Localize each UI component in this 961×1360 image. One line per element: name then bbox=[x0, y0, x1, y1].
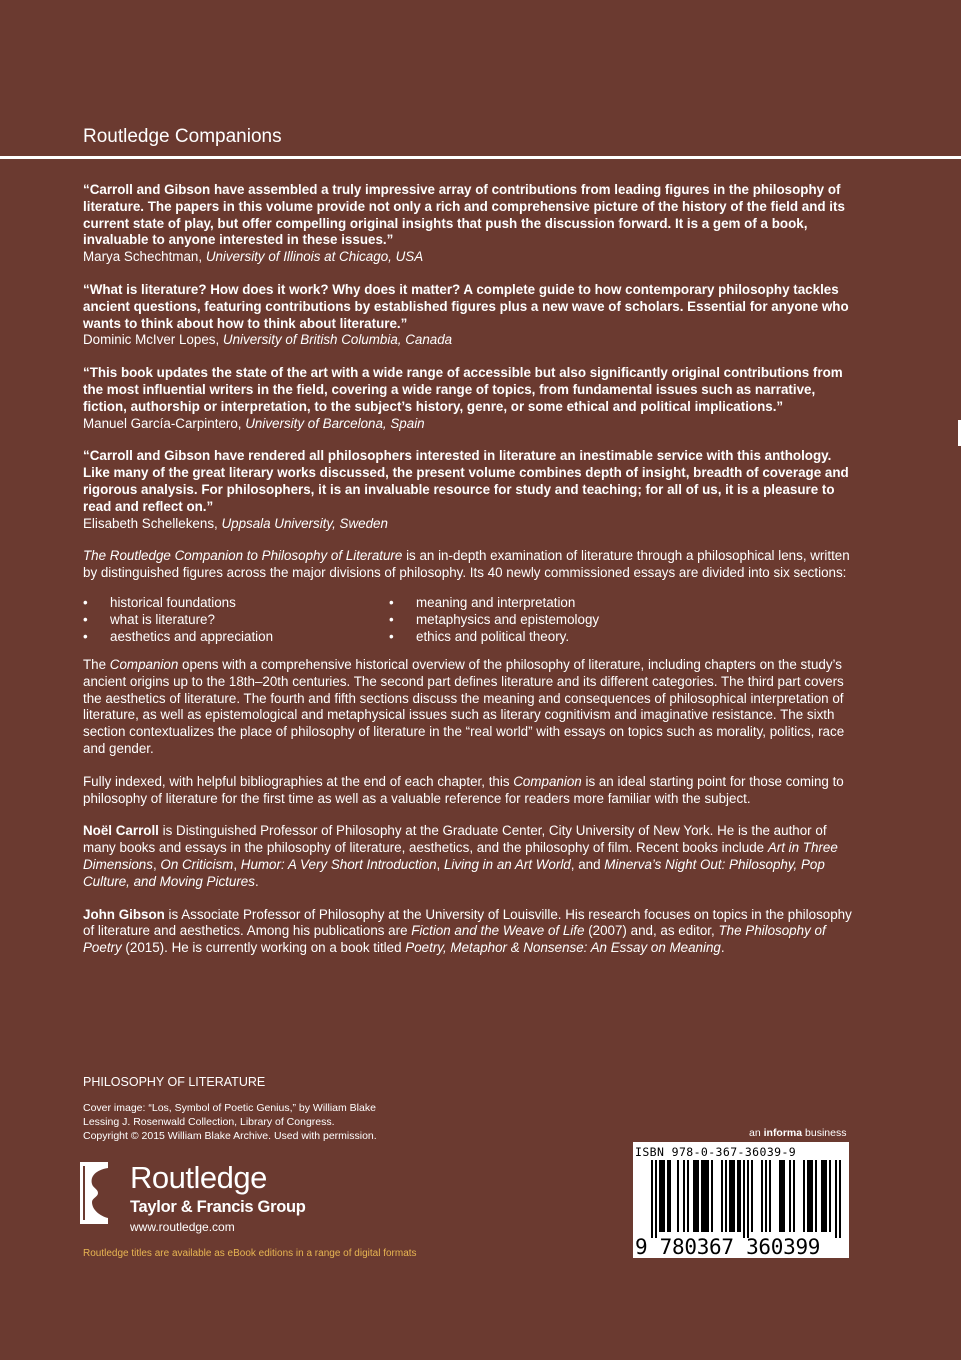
indexed-lead: Fully indexed, with helpful bibliographies at the end of each chapter, this bbox=[83, 773, 514, 789]
book-title: Poetry, Metaphor & Nonsense: An Essay on Meaning bbox=[405, 940, 721, 956]
barcode-bar bbox=[793, 1160, 795, 1232]
isbn-barcode bbox=[633, 1142, 849, 1258]
separator: . bbox=[254, 873, 259, 889]
ebook-note: Routledge titles are available as eBook editions in a range of digital formats bbox=[83, 1248, 417, 1259]
barcode-bar bbox=[687, 1160, 689, 1232]
endorsement bbox=[83, 182, 853, 266]
barcode-bar bbox=[669, 1160, 671, 1232]
publisher-logo bbox=[80, 1162, 306, 1234]
separator: , bbox=[436, 856, 444, 872]
barcode-bar bbox=[761, 1160, 763, 1232]
barcode-bar bbox=[651, 1160, 653, 1238]
overview-lead: The bbox=[83, 656, 110, 672]
barcode-bar bbox=[667, 1160, 669, 1232]
endorsement-attribution bbox=[83, 416, 853, 433]
barcode-bar bbox=[737, 1160, 739, 1232]
barcode-bar bbox=[659, 1160, 661, 1232]
barcode-bar bbox=[743, 1160, 745, 1238]
endorsement-quote: “Carroll and Gibson have assembled a truly impressive array of contributions from leading figures in the philosophy of literature. The papers in this volume provide not only a rich and comprehensive picture of the history of the field and its current state of play, but offer compelling original insights that push the discussion forward. It is a gem of a book, invaluable to anyone interested in these issues.” bbox=[83, 182, 845, 248]
barcode-bar bbox=[815, 1160, 817, 1232]
endorsement-attribution bbox=[83, 249, 853, 266]
barcode-bar bbox=[739, 1160, 741, 1232]
publisher-wordmark bbox=[130, 1162, 306, 1234]
barcode-bar bbox=[707, 1160, 709, 1232]
overview-paragraph bbox=[83, 657, 853, 758]
cover-credit-line: Lessing J. Rosenwald Collection, Library of Congress. bbox=[83, 1116, 335, 1128]
separator: , bbox=[152, 856, 161, 872]
barcode-bar bbox=[781, 1160, 783, 1232]
intro-paragraph bbox=[83, 548, 853, 582]
endorser-name: Manuel García-Carpintero, bbox=[83, 415, 246, 431]
barcode-bar bbox=[789, 1160, 791, 1232]
informa-pre: an bbox=[749, 1127, 764, 1139]
barcode-bar bbox=[731, 1160, 733, 1232]
barcode-bar bbox=[655, 1160, 657, 1238]
informa-brand: informa bbox=[763, 1127, 803, 1139]
carroll-bio bbox=[83, 823, 853, 890]
barcode-bar bbox=[765, 1160, 767, 1232]
publisher-group: Taylor & Francis Group bbox=[130, 1198, 306, 1216]
author-name: John Gibson bbox=[83, 906, 165, 922]
barcode-bar bbox=[769, 1160, 771, 1232]
barcode-bar bbox=[825, 1160, 827, 1232]
series-name: Routledge Companions bbox=[83, 126, 282, 147]
book-title: The Routledge Companion to Philosophy of Literature bbox=[83, 548, 403, 564]
barcode-bar bbox=[661, 1160, 663, 1232]
overview-text: opens with a comprehensive historical overview of the philosophy of literature, including chapters on the study’s ancient origins up to the 18th–20th centuries. The second part defines literature and its different categories. The third part covers the aesthetics of literature. The fourth and fifth sections discuss the meaning and consequences of philosophical interpretation of literature, as well as epistemological and metaphysical issues such as literary cognitivism and imaginative resistance. The sixth section contextualizes the place of philosophy of literature in the “real world” with essays on topics such as morality, politics, race and gender. bbox=[83, 656, 845, 756]
indexed-text: is an ideal starting point for those coming to philosophy of literature for the first time as well as a valuable reference for readers more familiar with the subject. bbox=[83, 773, 844, 806]
book-title: Humor: A Very Short Introduction bbox=[240, 856, 437, 872]
isbn-label: ISBN 978-0-367-36039-9 bbox=[635, 1145, 797, 1159]
cover-credit-line: Copyright © 2015 William Blake Archive. Used with permission. bbox=[83, 1130, 377, 1142]
subject-category: PHILOSOPHY OF LITERATURE bbox=[83, 1075, 266, 1089]
header-rule bbox=[0, 156, 961, 159]
sections-list-left bbox=[83, 594, 389, 645]
barcode-bar bbox=[783, 1160, 785, 1232]
barcode-bar bbox=[721, 1160, 723, 1232]
sections-list bbox=[83, 594, 853, 645]
section-item: • what is literature? bbox=[83, 611, 389, 628]
cover-credit-line: Cover image: “Los, Symbol of Poetic Genius,” by William Blake bbox=[83, 1102, 376, 1114]
barcode-bar bbox=[703, 1160, 705, 1232]
barcode-bar bbox=[705, 1160, 707, 1232]
barcode-bar bbox=[663, 1160, 665, 1232]
barcode-bar bbox=[725, 1160, 727, 1232]
book-title: Living in an Art World bbox=[443, 856, 571, 872]
barcode-digits: 9 780367 360399 bbox=[635, 1235, 821, 1259]
barcode-bar bbox=[677, 1160, 679, 1232]
endorsement-attribution bbox=[83, 332, 853, 349]
section-item: • historical foundations bbox=[83, 594, 389, 611]
endorsement bbox=[83, 282, 853, 349]
publisher-name: Routledge bbox=[130, 1160, 267, 1195]
book-title: The Philosophy of Poetry bbox=[83, 923, 826, 956]
barcode-bar bbox=[711, 1160, 713, 1232]
cover-credit bbox=[83, 1101, 377, 1143]
barcode-bar bbox=[823, 1160, 825, 1232]
barcode-bar bbox=[701, 1160, 703, 1232]
intro-text: is an in-depth examination of literature through a philosophical lens, written by distinguished figures across the major divisions of philosophy. Its 40 newly commissioned essays are divided into six sections: bbox=[83, 548, 850, 581]
separator: . bbox=[720, 940, 725, 956]
companion-word: Companion bbox=[109, 656, 179, 672]
book-title: On Criticism bbox=[160, 856, 234, 872]
barcode-bar bbox=[683, 1160, 685, 1232]
section-item: • metaphysics and epistemology bbox=[389, 611, 599, 628]
separator: , bbox=[233, 856, 241, 872]
book-title: Art in Three Dimensions bbox=[83, 840, 838, 872]
section-item: • ethics and political theory. bbox=[389, 628, 599, 645]
section-item: • aesthetics and appreciation bbox=[83, 628, 389, 645]
routledge-emblem-icon bbox=[80, 1162, 108, 1224]
barcode-bar bbox=[697, 1160, 699, 1232]
barcode-bar bbox=[695, 1160, 697, 1232]
gibson-bio bbox=[83, 907, 853, 957]
barcode-bar bbox=[779, 1160, 781, 1232]
endorser-name: Marya Schechtman, bbox=[83, 249, 206, 265]
separator: , and bbox=[570, 856, 605, 872]
barcode-bar bbox=[835, 1160, 837, 1238]
indexed-paragraph bbox=[83, 774, 853, 808]
endorsement-quote: “Carroll and Gibson have rendered all philosophers interested in literature an inestimable service with this anthology. Like many of the great literary works discussed, the present volume combines depth of insight, breadth of coverage and rigorous analysis. For philosophers, it is an invaluable resource for study and teaching; for all of us, it is a pleasure to read and reflect on.” bbox=[83, 448, 849, 514]
book-title: Fiction and the Weave of Life bbox=[411, 923, 585, 939]
barcode-bar bbox=[747, 1160, 749, 1238]
barcode-bar bbox=[811, 1160, 813, 1232]
barcode-bar bbox=[821, 1160, 823, 1232]
endorsement bbox=[83, 448, 853, 532]
barcode-bar bbox=[751, 1160, 753, 1232]
section-item: • meaning and interpretation bbox=[389, 594, 599, 611]
endorser-name: Elisabeth Schellekens, bbox=[83, 515, 222, 531]
endorser-affiliation: University of Illinois at Chicago, USA bbox=[205, 249, 424, 265]
endorser-name: Dominic McIver Lopes, bbox=[83, 332, 223, 348]
book-title: Minerva’s Night Out: Philosophy, Pop Culture, and Moving Pictures bbox=[83, 856, 825, 889]
bio-text: is Distinguished Professor of Philosophy at the Graduate Center, City University of New York. He is the author of many books and essays in the philosophy of literature, aesthetics, and the philosophy of film. Recent books include bbox=[83, 823, 827, 856]
endorser-affiliation: University of Barcelona, Spain bbox=[245, 415, 425, 431]
barcode-bar bbox=[829, 1160, 831, 1232]
barcode-bar bbox=[807, 1160, 809, 1232]
barcode-bar bbox=[839, 1160, 841, 1238]
author-name: Noël Carroll bbox=[83, 823, 159, 839]
informa-post: business bbox=[802, 1127, 847, 1139]
endorsement-attribution bbox=[83, 516, 853, 533]
sections-list-right bbox=[389, 594, 599, 645]
barcode-bar bbox=[803, 1160, 805, 1232]
bio-text: (2007) and, as editor, bbox=[584, 923, 719, 939]
endorser-affiliation: Uppsala University, Sweden bbox=[221, 515, 388, 531]
endorser-affiliation: University of British Columbia, Canada bbox=[222, 332, 453, 348]
barcode-bar bbox=[733, 1160, 735, 1232]
barcode-bar bbox=[693, 1160, 695, 1232]
bio-text: (2015). He is currently working on a book titled bbox=[121, 940, 406, 956]
barcode-bars bbox=[651, 1160, 841, 1238]
publisher-url: www.routledge.com bbox=[130, 1220, 235, 1234]
endorsement-quote: “What is literature? How does it work? Why does it matter? A complete guide to how contemporary philosophy tackles ancient questions, featuring contributions by established figures plus a new wave of scholars. Essential for anyone who wants to think about how to think about literature.” bbox=[83, 281, 849, 331]
barcode-bar bbox=[809, 1160, 811, 1232]
companion-word: Companion bbox=[513, 773, 582, 789]
informa-tagline bbox=[749, 1127, 846, 1139]
bio-text: is Associate Professor of Philosophy at the University of Louisville. His research focuses on topics in the philosophy of literature and aesthetics. Among his publications are bbox=[83, 906, 852, 939]
back-cover-text bbox=[83, 182, 853, 973]
endorsement bbox=[83, 365, 853, 432]
endorsement-quote: “This book updates the state of the art with a wide range of accessible but also significantly original contributions from the most influential writers in the field, covering a wide range of topics, from fundamental issues such as narrative, fiction, authorship or interpretation, to the subject’s history, genre, or some ethical and political implications.” bbox=[83, 365, 843, 414]
barcode-bar bbox=[729, 1160, 731, 1232]
